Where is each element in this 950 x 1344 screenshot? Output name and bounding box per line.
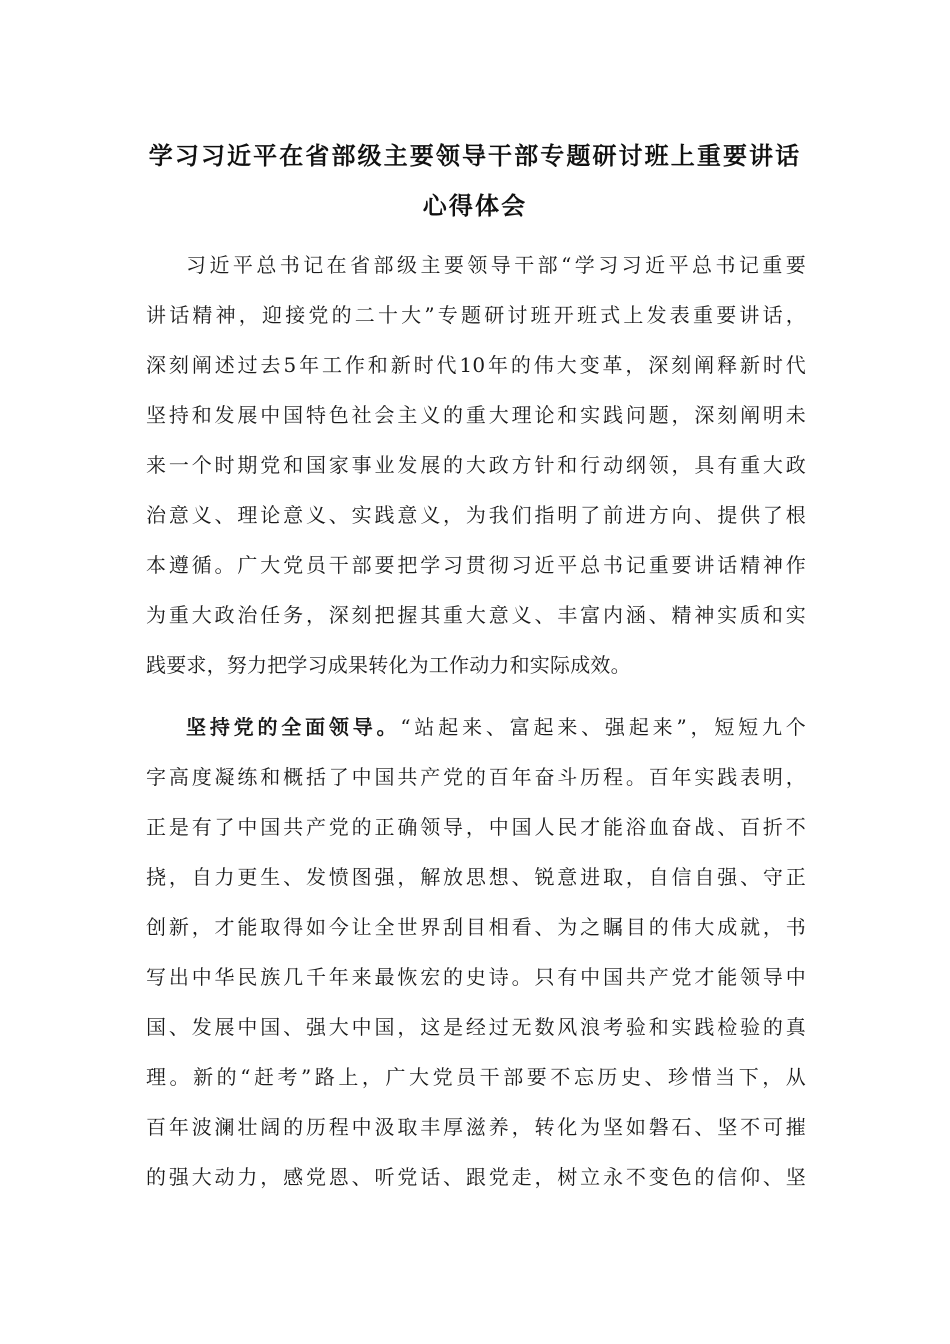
document-title-line-1: 学习习近平在省部级主要领导干部专题研讨班上重要讲话 bbox=[148, 142, 802, 170]
document-title-line-2: 心得体会 bbox=[422, 192, 528, 220]
paragraph-1-line: 习近平总书记在省部级主要领导干部“学习习近平总书记重要 bbox=[186, 253, 806, 277]
paragraph-2-line: 理。新的“赶考”路上，广大党员干部要不忘历史、珍惜当下，从 bbox=[146, 1065, 806, 1089]
section-heading: 坚持党的全面领导。 bbox=[186, 715, 401, 739]
paragraph-2-first-line bbox=[186, 712, 806, 742]
paragraph-2-line: 正是有了中国共产党的正确领导，中国人民才能浴血奋战、百折不 bbox=[146, 815, 806, 839]
paragraph-1-line: 坚持和发展中国特色社会主义的重大理论和实践问题，深刻阐明未 bbox=[146, 403, 806, 427]
paragraph-2-line: 挠，自力更生、发愤图强，解放思想、锐意进取，自信自强、守正 bbox=[146, 865, 806, 889]
paragraph-2-line: 的强大动力，感党恩、听党话、跟党走，树立永不变色的信仰、坚 bbox=[146, 1165, 806, 1189]
paragraph-1-line: 深刻阐述过去5年工作和新时代10年的伟大变革，深刻阐释新时代 bbox=[146, 353, 806, 377]
paragraph-1-line: 践要求，努力把学习成果转化为工作动力和实际成效。 bbox=[146, 653, 631, 677]
paragraph-2-line: 国、发展中国、强大中国，这是经过无数风浪考验和实践检验的真 bbox=[146, 1015, 806, 1039]
paragraph-2-line: 百年波澜壮阔的历程中汲取丰厚滋养，转化为坚如磐石、坚不可摧 bbox=[146, 1115, 806, 1139]
paragraph-2-first-line-text: “站起来、富起来、强起来”，短短九个 bbox=[400, 715, 806, 739]
paragraph-2-line: 写出中华民族几千年来最恢宏的史诗。只有中国共产党才能领导中 bbox=[146, 965, 806, 989]
paragraph-1-line: 讲话精神，迎接党的二十大”专题研讨班开班式上发表重要讲话， bbox=[146, 303, 806, 327]
paragraph-2-line: 字高度凝练和概括了中国共产党的百年奋斗历程。百年实践表明， bbox=[146, 765, 806, 789]
paragraph-2-line: 创新，才能取得如今让全世界刮目相看、为之瞩目的伟大成就，书 bbox=[146, 915, 806, 939]
paragraph-1-line: 为重大政治任务，深刻把握其重大意义、丰富内涵、精神实质和实 bbox=[146, 603, 806, 627]
paragraph-1-line: 治意义、理论意义、实践意义，为我们指明了前进方向、提供了根 bbox=[146, 503, 806, 527]
paragraph-1-line: 本遵循。广大党员干部要把学习贯彻习近平总书记重要讲话精神作 bbox=[146, 553, 806, 577]
paragraph-1-line: 来一个时期党和国家事业发展的大政方针和行动纲领，具有重大政 bbox=[146, 453, 806, 477]
